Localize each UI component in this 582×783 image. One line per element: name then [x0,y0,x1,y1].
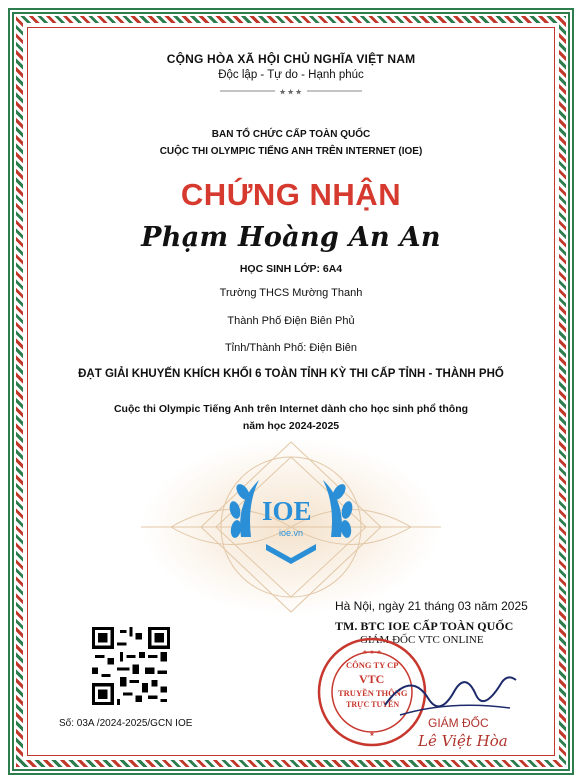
city-name: Thành Phố Điện Biên Phủ [227,315,355,327]
ioe-emblem-icon [131,432,451,622]
contest-line-2: năm học 2024-2025 [242,420,340,432]
certificate-number: Số: 03A /2024-2025/GCN IOE [59,718,193,729]
signer-title: GIÁM ĐỐC [428,716,489,730]
svg-text:★: ★ [369,732,375,738]
ornament-divider-icon [220,86,362,96]
nation-title: CỘNG HÒA XÃ HỘI CHỦ NGHĨA VIỆT NAM [166,52,416,66]
svg-text:★: ★ [287,87,295,96]
issue-date: Hà Nội, ngày 21 tháng 03 năm 2025 [335,599,528,613]
stamp-line: TRUYỀN THÔNG [338,688,408,698]
student-class: HỌC SINH LỚP: 6A4 [239,263,343,275]
ioe-logo-text: IOE [262,496,312,526]
student-name: Phạm Hoàng An An [141,222,441,253]
qr-code-icon [92,627,170,705]
svg-text:★: ★ [295,87,303,96]
organizer-line-2: CUỘC THI OLYMPIC TIẾNG ANH TRÊN INTERNET (IOE) [159,146,423,157]
signing-organization-2: GIÁM ĐỐC VTC ONLINE [360,634,484,646]
motto: Độc lập - Tự do - Hạnh phúc [218,69,364,81]
certificate-title: CHỨNG NHẬN [180,177,402,212]
school-name: Trường THCS Mường Thanh [219,287,363,299]
signer-name: Lê Việt Hòa [418,732,508,750]
contest-line-1: Cuộc thi Olympic Tiếng Anh trên Internet dành cho học sinh phổ thông [113,403,469,415]
stamp-company: CÔNG TY CP [346,660,399,670]
signing-organization: TM. BTC IOE CẤP TOÀN QUỐC [335,619,514,633]
svg-text:★: ★ [279,87,287,96]
province-name: Tỉnh/Thành Phố: Điện Biên [224,342,358,354]
ioe-logo-url: ioe.vn [279,528,304,538]
svg-text:★ ★ ★: ★ ★ ★ [362,650,382,656]
stamp-name: VTC [359,672,385,686]
organizer-line-1: BAN TỔ CHỨC CẤP TOÀN QUỐC [211,129,371,140]
stamp-line-2: TRỰC TUYẾN [346,700,400,709]
award-line: ĐẠT GIẢI KHUYẾN KHÍCH KHỐI 6 TOÀN TỈNH KỲ THI CẤP TỈNH - THÀNH PHỐ [78,368,504,380]
